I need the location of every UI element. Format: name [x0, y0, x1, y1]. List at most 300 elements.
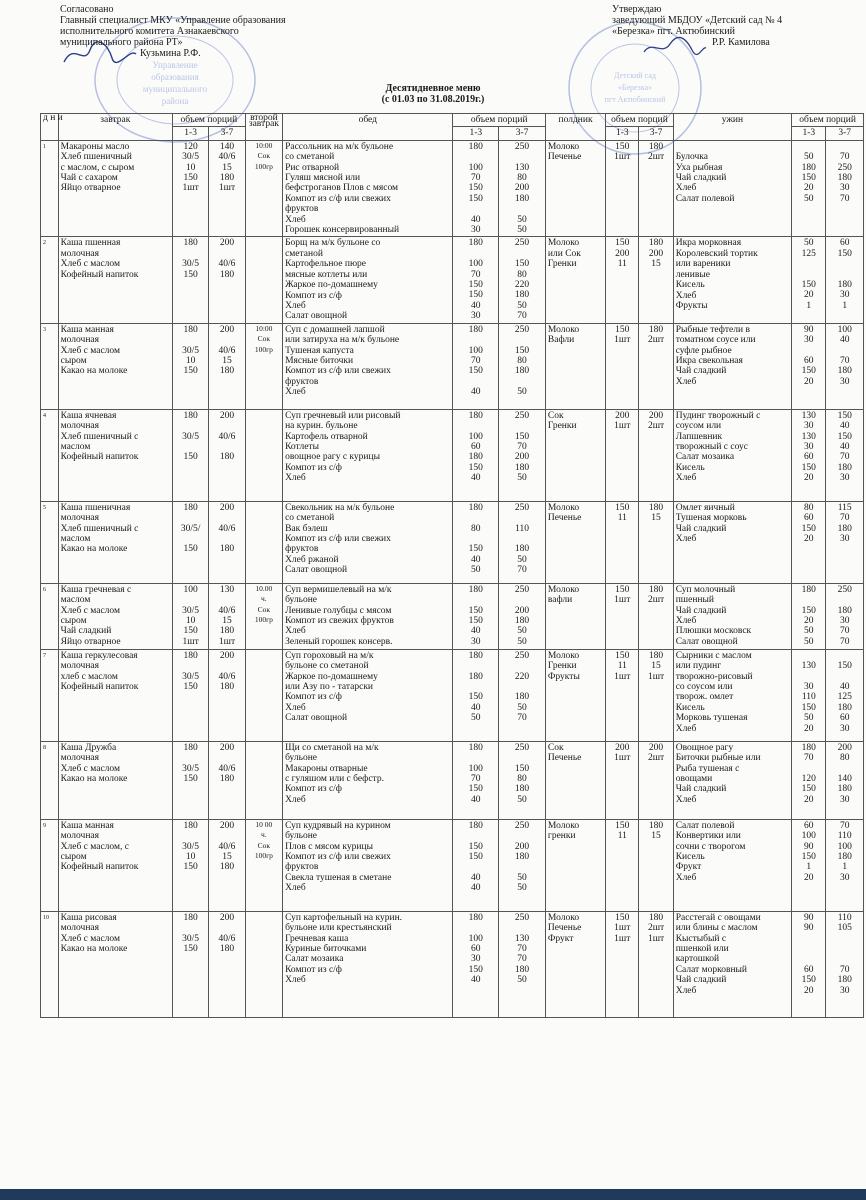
cell-line: [501, 682, 543, 692]
cell-line: 11: [617, 259, 627, 270]
dinner-items: [673, 237, 791, 323]
cell-line: [175, 923, 206, 933]
header-line: Главный специалист МКУ «Управление образования: [60, 15, 286, 26]
cell-line: 180: [468, 141, 483, 152]
cell-line: 250: [514, 502, 530, 513]
table-header-row: [41, 114, 864, 127]
cell-line: [455, 682, 496, 692]
table-row: [41, 323, 864, 409]
header-lunch: обед: [283, 114, 453, 141]
cell-line: 150: [801, 605, 816, 616]
cell-line: Каша рисовая: [60, 912, 117, 923]
cell-line: Ленивые голубцы с мясом: [285, 605, 392, 616]
snack-portion-large: [639, 583, 673, 649]
dinner-portion-large: [826, 819, 864, 911]
cell-line: 130: [514, 933, 530, 944]
lunch-items: [283, 741, 453, 819]
cell-line: 50: [517, 214, 527, 225]
cell-line: Хлеб пшеничный: [60, 152, 132, 163]
cell-line: 180: [801, 742, 816, 753]
cell-line: 1шт: [614, 152, 631, 163]
cell-line: 40/6: [218, 671, 236, 682]
snack-portion-large: [639, 501, 673, 583]
cell-line: 15: [651, 831, 661, 842]
cell-line: 15: [222, 851, 232, 862]
cell-line: Суп молочный: [675, 584, 736, 595]
cell-line: [175, 421, 206, 431]
cell-line: 80: [839, 753, 850, 764]
cell-line: 40: [471, 702, 481, 713]
cell-line: 150: [615, 820, 630, 831]
breakfast-items: [58, 140, 172, 237]
cell-line: 150: [514, 259, 530, 270]
cell-line: 150: [801, 523, 816, 534]
header-age: 1-3: [792, 127, 826, 140]
cell-line: 80: [804, 502, 814, 513]
cell-line: 30/5: [182, 763, 200, 774]
table-row: [41, 140, 864, 237]
cell-line: 180: [837, 366, 852, 377]
dinner-portion-large: [826, 501, 864, 583]
cell-line: 30: [839, 794, 850, 805]
snack-portion-small: [606, 501, 639, 583]
cell-line: [501, 661, 543, 671]
breakfast-items: [58, 237, 172, 323]
breakfast-portion-small: [172, 501, 208, 583]
cell-line: 40: [471, 387, 481, 398]
cell-line: 180: [468, 650, 483, 661]
cell-line: Зеленый горошек консерв.: [285, 636, 393, 647]
cell-line: 100: [468, 763, 483, 774]
cell-line: 150: [183, 943, 198, 954]
cell-line: Фрукт: [547, 933, 574, 944]
cell-line: Пудинг творожный с: [675, 410, 761, 421]
cell-line: [455, 204, 496, 214]
table-row: [41, 911, 864, 1017]
cell-line: 50: [517, 702, 527, 713]
cell-line: 40: [471, 300, 481, 311]
cell-line: томатном соусе или: [675, 335, 756, 346]
cell-line: Компот из с/ф: [285, 784, 342, 795]
cell-line: 150: [801, 784, 816, 795]
cell-line: 200: [219, 238, 235, 249]
cell-line: с гуляшом или с бефстр.: [285, 773, 384, 784]
cell-line: 180: [837, 280, 852, 291]
cell-line: Уха рыбная: [675, 162, 723, 173]
cell-line: Хлеб: [285, 300, 306, 311]
cell-line: 140: [219, 141, 235, 152]
day-number: 8: [41, 741, 59, 819]
cell-line: [455, 831, 496, 841]
cell-line: 180: [648, 820, 664, 831]
cell-line: фруктов: [285, 544, 319, 555]
cell-line: 180: [183, 238, 198, 249]
cell-line: сыром: [60, 851, 87, 862]
table-row: [41, 819, 864, 911]
cell-line: 10: [185, 162, 196, 173]
header-line: Кузьмина Р.Ф.: [140, 48, 201, 59]
cell-line: [455, 595, 496, 605]
cell-line: 1: [806, 862, 812, 873]
cell-line: фруктов: [285, 376, 319, 387]
cell-line: Каша Дружба: [60, 742, 117, 753]
cell-line: 120: [801, 773, 816, 784]
cell-line: Кофейный напиток: [60, 681, 139, 692]
dinner-portion-large: [826, 583, 864, 649]
breakfast-portion-small: [172, 583, 208, 649]
cell-line: 60: [804, 513, 814, 524]
cell-line: 30: [804, 421, 814, 432]
cell-line: 180: [219, 773, 235, 784]
dinner-items: [673, 583, 791, 649]
cell-line: 150: [801, 280, 816, 291]
cell-line: [455, 661, 496, 671]
day-number: 5: [41, 501, 59, 583]
lunch-portion-small: [453, 140, 499, 237]
cell-line: ч.: [261, 594, 267, 604]
cell-line: Хлеб с маслом: [60, 933, 120, 944]
cell-line: Кофейный напиток: [60, 452, 139, 463]
lunch-portion-small: [453, 323, 499, 409]
cell-line: 50: [804, 152, 814, 163]
header-age: 3-7: [209, 127, 245, 140]
table-row: [41, 237, 864, 323]
cell-line: [828, 270, 861, 280]
cell-line: Каша ячневая: [60, 410, 117, 421]
cell-line: 180: [468, 742, 483, 753]
cell-line: 40: [471, 794, 481, 805]
cell-line: Вак бэлеш: [285, 523, 328, 534]
cell-line: Кисель: [675, 280, 705, 291]
snack-items: [545, 911, 605, 1017]
cell-line: [175, 831, 206, 841]
cell-line: 150: [514, 431, 530, 442]
svg-text:района: района: [161, 96, 189, 106]
cell-line: Кыстыбый с: [675, 933, 727, 944]
cell-line: 100: [468, 345, 483, 356]
dinner-portion-large: [826, 649, 864, 741]
cell-line: 200: [514, 452, 530, 463]
cell-line: Морковь тушеная: [675, 713, 748, 724]
cell-line: 1шт: [614, 421, 631, 432]
cell-line: Картофельное пюре: [285, 259, 367, 270]
snack-portion-small: [606, 409, 639, 501]
snack-items: [545, 649, 605, 741]
cell-line: 1шт: [647, 933, 665, 944]
header-line: «Березка» пгт. Актюбинский: [612, 26, 735, 37]
cell-line: 50: [471, 565, 481, 576]
cell-line: 70: [839, 513, 850, 524]
cell-line: 150: [514, 345, 530, 356]
cell-line: 220: [514, 280, 530, 291]
cell-line: 70: [517, 311, 527, 322]
cell-line: 1шт: [218, 183, 236, 194]
cell-line: [794, 944, 823, 954]
cell-line: 200: [219, 820, 235, 831]
cell-line: [455, 862, 496, 872]
cell-line: [828, 346, 861, 356]
snack-portion-small: [606, 583, 639, 649]
dinner-items: [673, 501, 791, 583]
cell-line: Хлеб: [675, 376, 697, 387]
dinner-portion-small: [792, 323, 826, 409]
lunch-portion-small: [453, 819, 499, 911]
cell-line: Хлеб: [285, 883, 306, 894]
cell-line: Чай сладкий: [60, 626, 112, 637]
cell-line: Хлеб пшеничный с: [60, 523, 139, 534]
breakfast-items: [58, 323, 172, 409]
cell-line: 180: [648, 912, 664, 923]
cell-line: 125: [801, 248, 816, 259]
snack-portion-large: [639, 741, 673, 819]
second-breakfast: [245, 323, 282, 409]
cell-line: Молоко: [547, 650, 580, 661]
cell-line: 180: [219, 544, 235, 555]
lunch-items: [283, 501, 453, 583]
cell-line: 200: [219, 502, 235, 513]
day-number: 7: [41, 649, 59, 741]
cell-line: 10:00: [255, 323, 273, 333]
cell-line: [175, 534, 206, 544]
cell-line: Чай сладкий: [675, 173, 727, 184]
cell-line: Хлеб: [675, 533, 697, 544]
second-breakfast: [245, 501, 282, 583]
cell-line: Вафли: [547, 335, 575, 346]
cell-line: 50: [804, 626, 814, 637]
cell-line: 180: [468, 912, 483, 923]
cell-line: 200: [219, 410, 235, 421]
cell-line: 1шт: [614, 671, 631, 682]
header-portion: объем порций: [453, 114, 545, 127]
cell-line: Плов с мясом курицы: [285, 841, 373, 852]
cell-line: 250: [514, 238, 530, 249]
dinner-portion-large: [826, 911, 864, 1017]
cell-line: 150: [468, 692, 483, 703]
cell-line: 30: [839, 290, 850, 301]
cell-line: [211, 831, 242, 841]
cell-line: 70: [517, 565, 527, 576]
cell-line: 180: [183, 650, 198, 661]
cell-line: 180: [468, 502, 483, 513]
cell-line: 150: [801, 702, 816, 713]
cell-line: 60: [471, 943, 481, 954]
cell-line: 180: [219, 173, 235, 184]
cell-line: 80: [471, 523, 481, 534]
dinner-items: [673, 649, 791, 741]
day-number: 6: [41, 583, 59, 649]
cell-line: со соусом или: [675, 681, 733, 692]
cell-line: Хлеб: [675, 615, 697, 626]
cell-line: Молоко: [547, 584, 580, 595]
cell-line: 1шт: [182, 636, 199, 647]
cell-line: 90: [804, 841, 814, 852]
cell-line: Биточки рыбные или: [675, 753, 761, 764]
breakfast-portion-large: [209, 911, 245, 1017]
cell-line: 2шт: [647, 335, 665, 346]
cell-line: соусом или: [675, 421, 722, 432]
cell-line: 20: [804, 183, 814, 194]
cell-line: 70: [517, 943, 527, 954]
cell-line: Компот из свежих фруктов: [285, 615, 394, 626]
cell-line: бульоне со сметаной: [285, 661, 369, 672]
snack-portion-small: [606, 140, 639, 237]
cell-line: 80: [517, 269, 527, 280]
lunch-portion-small: [453, 501, 499, 583]
cell-line: Жаркое по-домашнему: [285, 671, 378, 682]
cell-line: 10: [185, 615, 196, 626]
cell-line: 180: [183, 502, 198, 513]
cell-line: 220: [514, 671, 530, 682]
cell-line: [211, 421, 242, 431]
cell-line: Кофейный напиток: [60, 269, 139, 280]
cell-line: 150: [615, 324, 630, 335]
cell-line: 40/6: [218, 605, 236, 616]
cell-line: Борщ на м/к бульоне со: [285, 238, 381, 249]
cell-line: Компот из с/ф: [285, 290, 342, 301]
second-breakfast: [245, 741, 282, 819]
cell-line: 200: [615, 248, 630, 259]
breakfast-items: [58, 649, 172, 741]
cell-line: [211, 595, 242, 605]
cell-line: 30/5: [182, 345, 200, 356]
cell-line: Хлеб с маслом, с: [60, 841, 129, 852]
day-number: 9: [41, 819, 59, 911]
cell-line: 100: [801, 831, 816, 842]
cell-line: 180: [514, 851, 530, 862]
header-portion: объем порций: [606, 114, 674, 127]
cell-line: суфле рыбное: [675, 345, 732, 356]
cell-line: 150: [468, 280, 483, 291]
dinner-items: [673, 409, 791, 501]
cell-line: [828, 672, 861, 682]
cell-line: 115: [837, 502, 852, 513]
cell-line: 60: [804, 964, 814, 975]
second-breakfast: [245, 409, 282, 501]
cell-line: 180: [183, 324, 198, 335]
cell-line: творожно-рисовый: [675, 671, 753, 682]
header-dinner: ужин: [673, 114, 791, 141]
snack-portion-large: [639, 911, 673, 1017]
cell-line: 15: [222, 615, 232, 626]
cell-line: Хлеб: [285, 626, 306, 637]
cell-line: бульоне: [285, 595, 317, 606]
second-breakfast: [245, 911, 282, 1017]
cell-line: 20: [804, 872, 814, 883]
lunch-portion-small: [453, 583, 499, 649]
cell-line: 20: [804, 615, 814, 626]
cell-line: Каша геркулесовая: [60, 650, 138, 661]
cell-line: 130: [514, 162, 530, 173]
cell-line: Компот из с/ф: [285, 462, 342, 473]
cell-line: 70: [839, 636, 850, 647]
cell-line: хлеб с маслом: [60, 671, 118, 682]
cell-line: 150: [183, 626, 198, 637]
dinner-portion-small: [792, 819, 826, 911]
cell-line: сыром: [60, 355, 87, 366]
snack-portion-small: [606, 237, 639, 323]
cell-line: Суп картофельный на курин.: [285, 912, 403, 923]
cell-line: 200: [219, 742, 235, 753]
lunch-portion-large: [499, 649, 546, 741]
cell-line: Хлеб: [285, 975, 306, 986]
cell-line: 180: [648, 584, 664, 595]
cell-line: Какао на молоке: [60, 366, 128, 377]
cell-line: 50: [471, 713, 481, 724]
cell-line: 180: [837, 173, 852, 184]
cell-line: 150: [183, 173, 198, 184]
breakfast-items: [58, 583, 172, 649]
cell-line: 30: [839, 985, 850, 996]
cell-line: Салат овощной: [285, 713, 348, 724]
cell-line: Хлеб: [285, 702, 306, 713]
cell-line: [211, 923, 242, 933]
cell-line: молочная: [60, 661, 99, 672]
cell-line: 180: [514, 366, 530, 377]
cell-line: 30/5: [182, 152, 200, 163]
svg-text:пгт Актюбинский: пгт Актюбинский: [604, 95, 666, 104]
cell-line: 60: [839, 238, 850, 249]
cell-line: 180: [468, 671, 483, 682]
table-row: [41, 649, 864, 741]
cell-line: Компот из с/ф или свежих: [285, 533, 391, 544]
cell-line: 150: [468, 851, 483, 862]
cell-line: [455, 923, 496, 933]
lunch-portion-small: [453, 741, 499, 819]
breakfast-portion-large: [209, 819, 245, 911]
cell-line: Хлеб: [675, 985, 697, 996]
cell-line: 250: [514, 912, 530, 923]
cell-line: 1шт: [614, 753, 631, 764]
approval-block-left: [60, 4, 286, 59]
cell-line: Тушеная капуста: [285, 345, 354, 356]
cell-line: 250: [514, 820, 530, 831]
cell-line: 40/6: [218, 431, 236, 442]
cell-line: 150: [468, 183, 483, 194]
table-row: [41, 741, 864, 819]
cell-line: 70: [471, 173, 481, 184]
cell-line: со сметаной: [285, 513, 335, 524]
cell-line: Фрукты: [547, 671, 580, 682]
cell-line: 180: [837, 784, 852, 795]
cell-line: Хлеб ржаной: [285, 554, 339, 565]
cell-line: 40/6: [218, 345, 236, 356]
cell-line: Яйцо отварное: [60, 183, 121, 194]
cell-line: или пудинг: [675, 661, 722, 672]
cell-line: творожный с соус: [675, 441, 748, 452]
cell-line: Молоко: [547, 141, 580, 152]
cell-line: 150: [615, 502, 630, 513]
cell-line: 180: [514, 290, 530, 301]
cell-line: Печенье: [547, 753, 582, 764]
snack-items: [545, 409, 605, 501]
cell-line: [175, 661, 206, 671]
header-portion: объем порций: [792, 114, 864, 127]
cell-line: Каша манная: [60, 324, 114, 335]
lunch-portion-small: [453, 649, 499, 741]
cell-line: 30/5/: [180, 523, 201, 534]
breakfast-portion-large: [209, 741, 245, 819]
cell-line: Хлеб: [675, 794, 697, 805]
cell-line: 30: [839, 473, 850, 484]
cell-line: Чай сладкий: [675, 975, 727, 986]
cell-line: Молоко: [547, 502, 580, 513]
cell-line: или Азу по - татарски: [285, 681, 374, 692]
breakfast-portion-large: [209, 323, 245, 409]
cell-line: 1шт: [182, 183, 199, 194]
cell-line: 40: [839, 681, 850, 692]
cell-line: 50: [804, 713, 814, 724]
header-day: д н и: [41, 114, 59, 141]
